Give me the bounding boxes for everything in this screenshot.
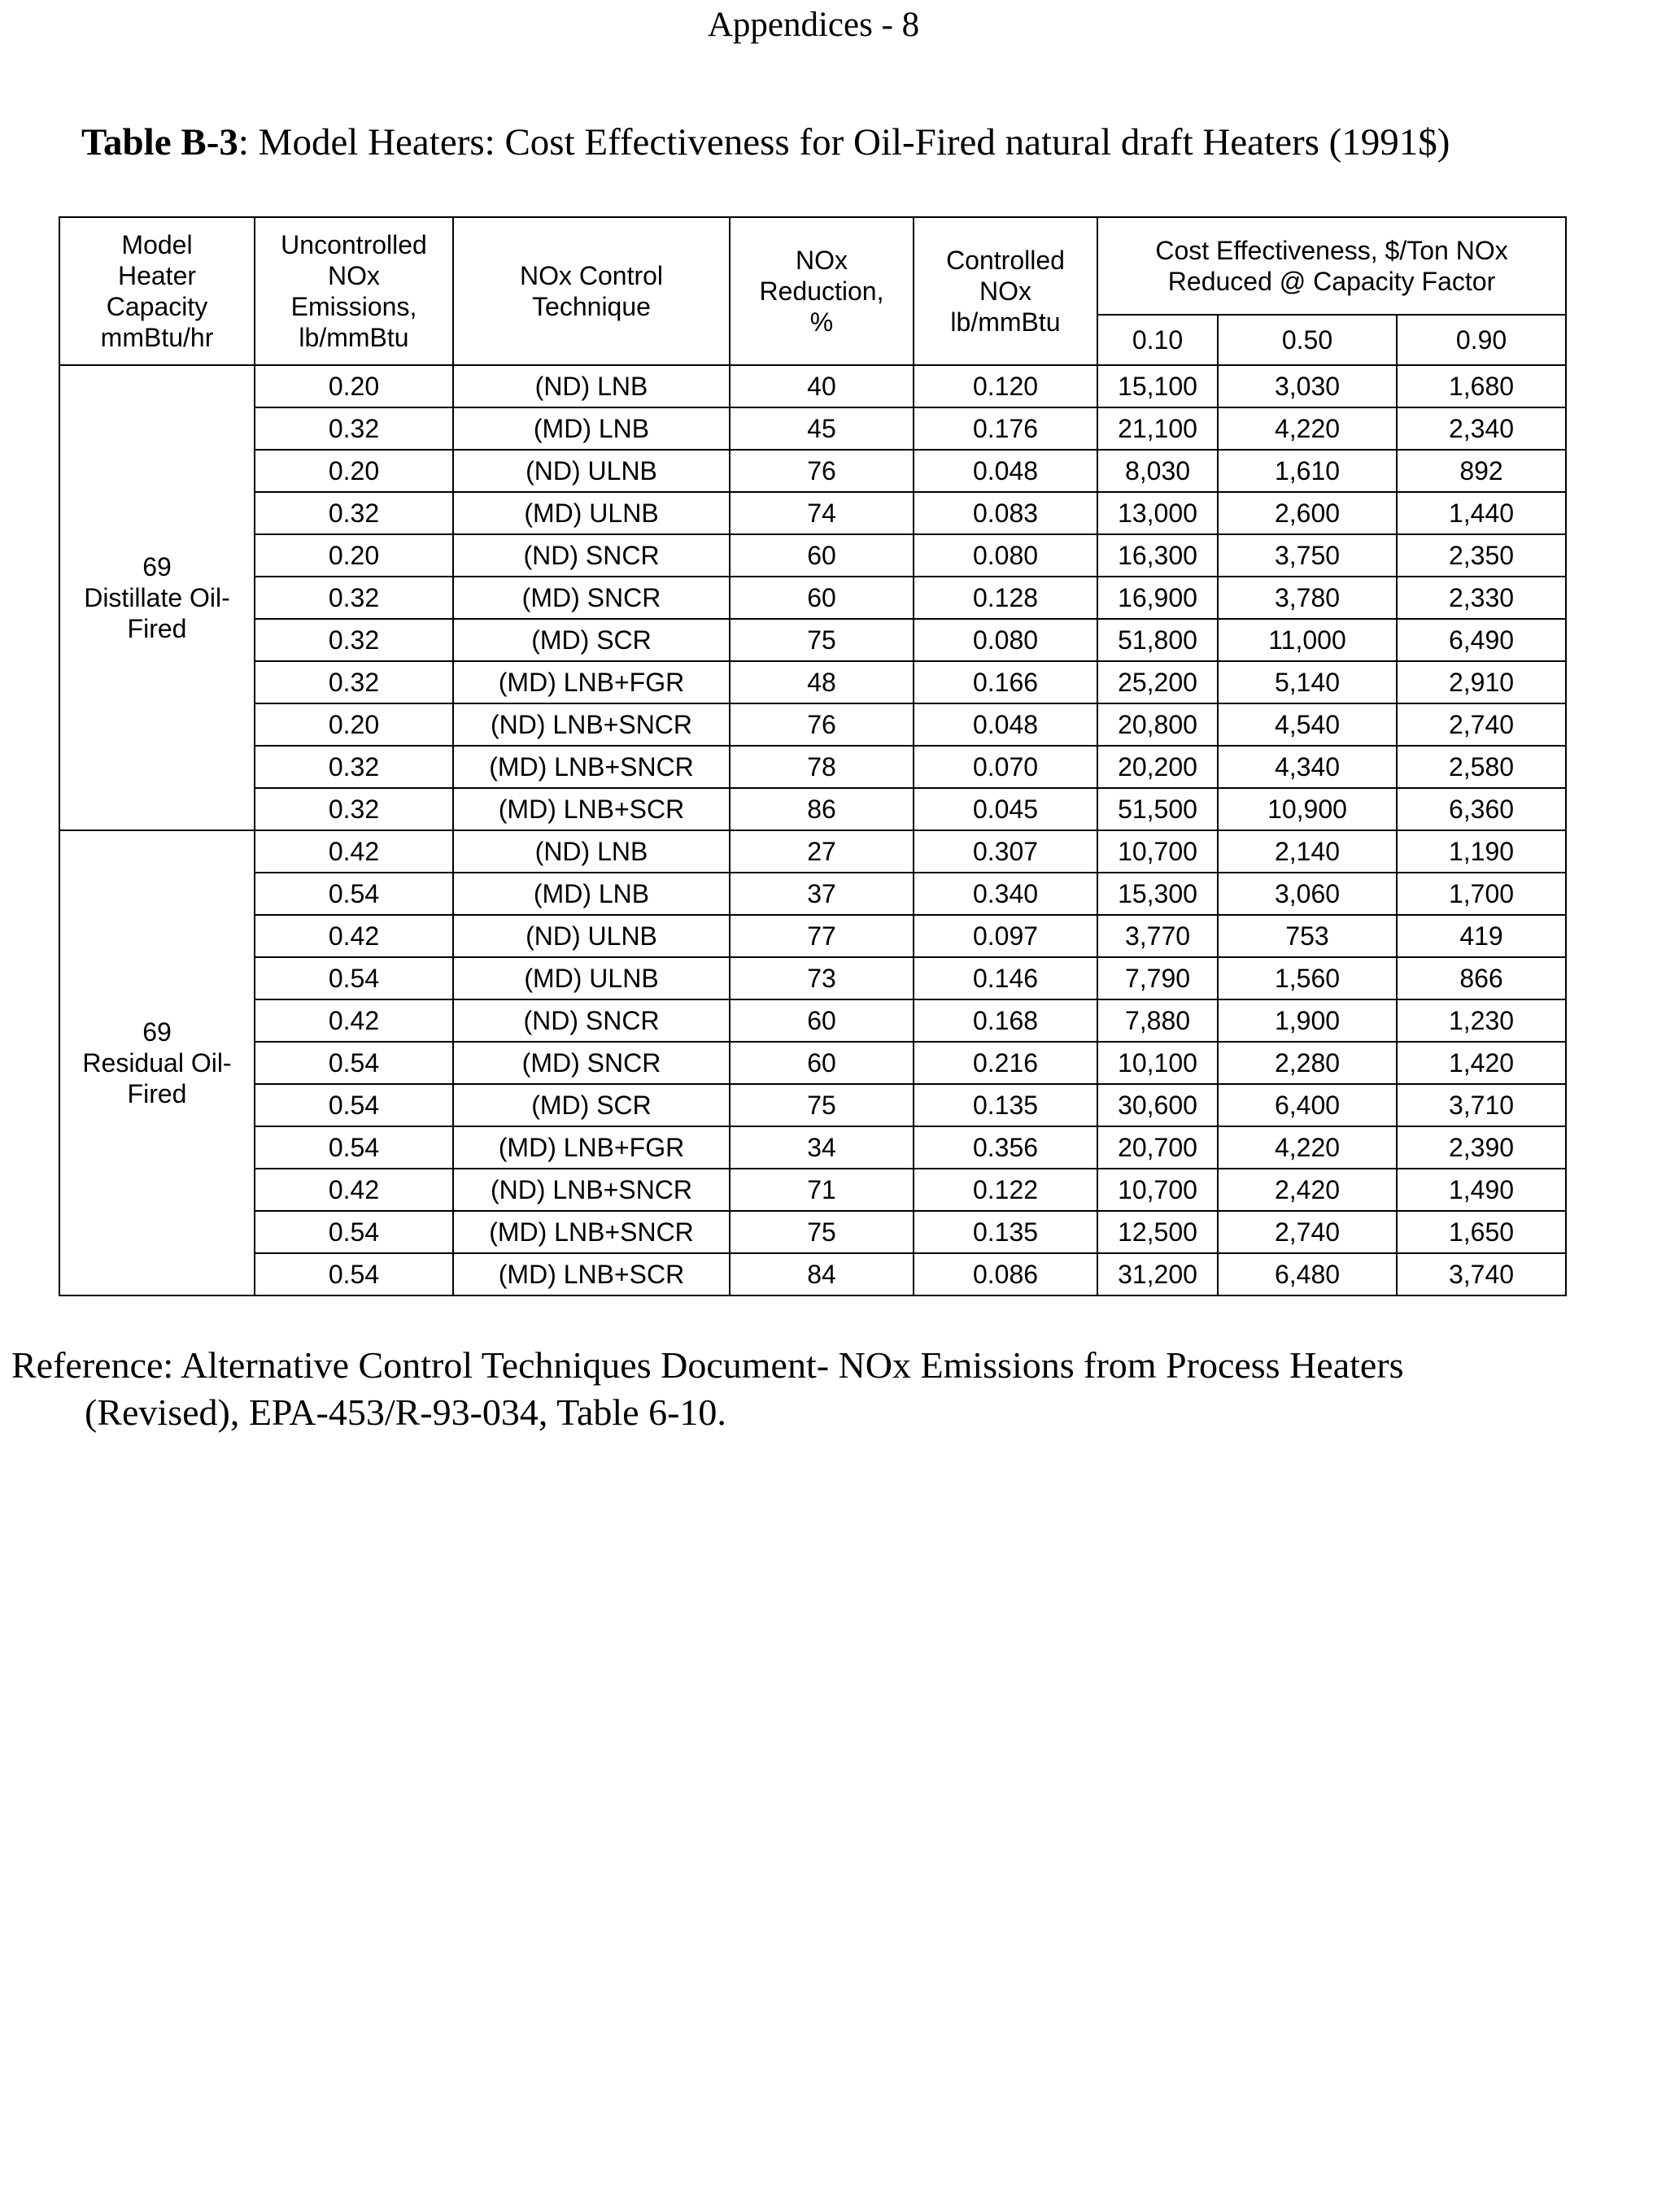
- header-capacity: [59, 217, 255, 365]
- cost-050-cell: 1,560: [1218, 957, 1397, 999]
- cost-090-cell: 6,360: [1397, 788, 1566, 830]
- header-cf-010: 0.10: [1097, 315, 1218, 365]
- controlled-cell: 0.176: [914, 407, 1097, 450]
- table-row: [59, 661, 1566, 703]
- controlled-cell: 0.135: [914, 1084, 1097, 1126]
- cost-010-cell: 51,500: [1097, 788, 1218, 830]
- table-row: [59, 788, 1566, 830]
- cost-010-cell: 25,200: [1097, 661, 1218, 703]
- controlled-cell: 0.097: [914, 915, 1097, 957]
- cost-050-cell: 1,900: [1218, 999, 1397, 1042]
- controlled-cell: 0.146: [914, 957, 1097, 999]
- reduction-cell: 75: [730, 1211, 914, 1253]
- header-capacity-line: Capacity: [106, 292, 208, 321]
- technique-cell: (MD) LNB+SNCR: [453, 1211, 730, 1253]
- cost-010-cell: 10,700: [1097, 1169, 1218, 1211]
- cost-010-cell: 21,100: [1097, 407, 1218, 450]
- technique-cell: (MD) LNB+FGR: [453, 1126, 730, 1169]
- capacity-group-line: Fired: [127, 1079, 187, 1108]
- uncontrolled-cell: 0.54: [255, 873, 453, 915]
- controlled-cell: 0.045: [914, 788, 1097, 830]
- cost-090-cell: 3,740: [1397, 1253, 1566, 1295]
- controlled-cell: 0.128: [914, 577, 1097, 619]
- table-row: [59, 999, 1566, 1042]
- capacity-group-cell: [59, 365, 255, 830]
- cost-090-cell: 2,330: [1397, 577, 1566, 619]
- header-reduction: [730, 217, 914, 365]
- header-cost-line: Cost Effectiveness, $/Ton NOx: [1155, 236, 1508, 265]
- table-row: [59, 577, 1566, 619]
- cost-090-cell: 3,710: [1397, 1084, 1566, 1126]
- cost-090-cell: 1,440: [1397, 492, 1566, 534]
- technique-cell: (ND) ULNB: [453, 450, 730, 492]
- cost-090-cell: 2,740: [1397, 703, 1566, 746]
- uncontrolled-cell: 0.42: [255, 830, 453, 873]
- table-row: [59, 1169, 1566, 1211]
- header-controlled: [914, 217, 1097, 365]
- cost-010-cell: 20,200: [1097, 746, 1218, 788]
- uncontrolled-cell: 0.54: [255, 1126, 453, 1169]
- uncontrolled-cell: 0.54: [255, 957, 453, 999]
- controlled-cell: 0.080: [914, 534, 1097, 577]
- technique-cell: (MD) LNB: [453, 873, 730, 915]
- header-reduction-line: Reduction,: [759, 276, 884, 306]
- header-technique-line: Technique: [532, 292, 651, 321]
- header-uncontrolled-line: NOx: [328, 261, 380, 290]
- uncontrolled-cell: 0.32: [255, 746, 453, 788]
- cost-050-cell: 4,220: [1218, 1126, 1397, 1169]
- technique-cell: (ND) LNB: [453, 830, 730, 873]
- reduction-cell: 78: [730, 746, 914, 788]
- technique-cell: (ND) LNB+SNCR: [453, 1169, 730, 1211]
- controlled-cell: 0.070: [914, 746, 1097, 788]
- controlled-cell: 0.048: [914, 703, 1097, 746]
- cost-090-cell: 419: [1397, 915, 1566, 957]
- technique-cell: (ND) LNB+SNCR: [453, 703, 730, 746]
- capacity-group-line: Distillate Oil-: [84, 583, 230, 612]
- cost-050-cell: 4,220: [1218, 407, 1397, 450]
- cost-010-cell: 15,100: [1097, 365, 1218, 407]
- cost-090-cell: 1,700: [1397, 873, 1566, 915]
- cost-050-cell: 2,280: [1218, 1042, 1397, 1084]
- header-technique: [453, 217, 730, 365]
- reduction-cell: 37: [730, 873, 914, 915]
- table-row: [59, 957, 1566, 999]
- reduction-cell: 76: [730, 703, 914, 746]
- technique-cell: (MD) LNB+FGR: [453, 661, 730, 703]
- cost-050-cell: 11,000: [1218, 619, 1397, 661]
- uncontrolled-cell: 0.20: [255, 703, 453, 746]
- table-title-text: : Model Heaters: Cost Effectiveness for Oil-Fired natural draft Heaters (1991$): [238, 121, 1450, 163]
- cost-050-cell: 753: [1218, 915, 1397, 957]
- cost-010-cell: 7,790: [1097, 957, 1218, 999]
- controlled-cell: 0.135: [914, 1211, 1097, 1253]
- cost-010-cell: 31,200: [1097, 1253, 1218, 1295]
- technique-cell: (ND) LNB: [453, 365, 730, 407]
- header-cf-090: 0.90: [1397, 315, 1566, 365]
- table-row: [59, 492, 1566, 534]
- reduction-cell: 86: [730, 788, 914, 830]
- capacity-group-cell: [59, 830, 255, 1295]
- cost-050-cell: 2,420: [1218, 1169, 1397, 1211]
- cost-050-cell: 3,780: [1218, 577, 1397, 619]
- header-capacity-line: mmBtu/hr: [100, 323, 214, 352]
- technique-cell: (MD) SCR: [453, 1084, 730, 1126]
- cost-090-cell: 1,490: [1397, 1169, 1566, 1211]
- header-controlled-line: lb/mmBtu: [950, 307, 1061, 337]
- reduction-cell: 71: [730, 1169, 914, 1211]
- header-uncontrolled-line: lb/mmBtu: [299, 323, 409, 352]
- reference-line-2: (Revised), EPA-453/R-93-034, Table 6-10.: [85, 1391, 726, 1433]
- cost-050-cell: 4,540: [1218, 703, 1397, 746]
- table-row: [59, 1084, 1566, 1126]
- cost-050-cell: 6,480: [1218, 1253, 1397, 1295]
- reduction-cell: 75: [730, 619, 914, 661]
- header-controlled-line: NOx: [979, 276, 1031, 306]
- cost-090-cell: 2,580: [1397, 746, 1566, 788]
- cost-050-cell: 6,400: [1218, 1084, 1397, 1126]
- header-technique-line: NOx Control: [519, 261, 664, 290]
- reference-line-1: Reference: Alternative Control Techniques Document- NOx Emissions from Process Heaters: [11, 1344, 1404, 1386]
- technique-cell: (ND) ULNB: [453, 915, 730, 957]
- table-row: [59, 534, 1566, 577]
- uncontrolled-cell: 0.54: [255, 1042, 453, 1084]
- uncontrolled-cell: 0.42: [255, 915, 453, 957]
- technique-cell: (MD) ULNB: [453, 492, 730, 534]
- cost-010-cell: 10,100: [1097, 1042, 1218, 1084]
- controlled-cell: 0.356: [914, 1126, 1097, 1169]
- cost-090-cell: 2,350: [1397, 534, 1566, 577]
- table-row: [59, 703, 1566, 746]
- cost-010-cell: 20,700: [1097, 1126, 1218, 1169]
- cost-090-cell: 1,190: [1397, 830, 1566, 873]
- table-row: [59, 450, 1566, 492]
- cost-010-cell: 30,600: [1097, 1084, 1218, 1126]
- cost-090-cell: 1,680: [1397, 365, 1566, 407]
- capacity-group-line: 69: [142, 1017, 172, 1047]
- uncontrolled-cell: 0.42: [255, 1169, 453, 1211]
- technique-cell: (MD) SCR: [453, 619, 730, 661]
- cost-090-cell: 1,650: [1397, 1211, 1566, 1253]
- technique-cell: (ND) SNCR: [453, 999, 730, 1042]
- technique-cell: (MD) SNCR: [453, 1042, 730, 1084]
- header-reduction-line: %: [809, 307, 834, 337]
- reduction-cell: 40: [730, 365, 914, 407]
- capacity-group-line: Fired: [127, 614, 187, 643]
- cost-090-cell: 2,390: [1397, 1126, 1566, 1169]
- cost-010-cell: 16,900: [1097, 577, 1218, 619]
- uncontrolled-cell: 0.54: [255, 1253, 453, 1295]
- cost-050-cell: 5,140: [1218, 661, 1397, 703]
- cost-010-cell: 12,500: [1097, 1211, 1218, 1253]
- table-row: [59, 1253, 1566, 1295]
- header-uncontrolled-line: Uncontrolled: [281, 230, 427, 259]
- technique-cell: (MD) LNB+SCR: [453, 1253, 730, 1295]
- table-row: [59, 1211, 1566, 1253]
- cost-050-cell: 2,600: [1218, 492, 1397, 534]
- cost-090-cell: 866: [1397, 957, 1566, 999]
- technique-cell: (MD) SNCR: [453, 577, 730, 619]
- cost-050-cell: 1,610: [1218, 450, 1397, 492]
- uncontrolled-cell: 0.32: [255, 577, 453, 619]
- cost-090-cell: 892: [1397, 450, 1566, 492]
- header-uncontrolled: [255, 217, 453, 365]
- reduction-cell: 74: [730, 492, 914, 534]
- reduction-cell: 76: [730, 450, 914, 492]
- cost-050-cell: 4,340: [1218, 746, 1397, 788]
- cost-010-cell: 3,770: [1097, 915, 1218, 957]
- controlled-cell: 0.048: [914, 450, 1097, 492]
- header-reduction-line: NOx: [796, 246, 848, 275]
- header-capacity-line: Heater: [117, 261, 197, 290]
- controlled-cell: 0.120: [914, 365, 1097, 407]
- cost-050-cell: 10,900: [1218, 788, 1397, 830]
- controlled-cell: 0.086: [914, 1253, 1097, 1295]
- table-row: [59, 365, 1566, 407]
- technique-cell: (ND) SNCR: [453, 534, 730, 577]
- reduction-cell: 60: [730, 577, 914, 619]
- header-uncontrolled-line: Emissions,: [290, 292, 417, 321]
- uncontrolled-cell: 0.20: [255, 365, 453, 407]
- table-title: [81, 120, 1450, 164]
- controlled-cell: 0.080: [914, 619, 1097, 661]
- cost-090-cell: 2,340: [1397, 407, 1566, 450]
- controlled-cell: 0.083: [914, 492, 1097, 534]
- header-capacity-line: Model: [121, 230, 193, 259]
- table-row: [59, 407, 1566, 450]
- controlled-cell: 0.168: [914, 999, 1097, 1042]
- reduction-cell: 27: [730, 830, 914, 873]
- cost-090-cell: 6,490: [1397, 619, 1566, 661]
- header-cf-050: 0.50: [1218, 315, 1397, 365]
- reduction-cell: 77: [730, 915, 914, 957]
- reference-note: [11, 1342, 1638, 1436]
- header-cost-effectiveness: [1097, 217, 1566, 315]
- cost-050-cell: 2,740: [1218, 1211, 1397, 1253]
- cost-010-cell: 10,700: [1097, 830, 1218, 873]
- cost-effectiveness-table: [59, 216, 1567, 1296]
- reduction-cell: 84: [730, 1253, 914, 1295]
- reduction-cell: 73: [730, 957, 914, 999]
- controlled-cell: 0.307: [914, 830, 1097, 873]
- cost-050-cell: 2,140: [1218, 830, 1397, 873]
- reduction-cell: 45: [730, 407, 914, 450]
- table-row: [59, 1126, 1566, 1169]
- uncontrolled-cell: 0.54: [255, 1084, 453, 1126]
- reduction-cell: 60: [730, 999, 914, 1042]
- cost-050-cell: 3,060: [1218, 873, 1397, 915]
- uncontrolled-cell: 0.32: [255, 407, 453, 450]
- cost-010-cell: 8,030: [1097, 450, 1218, 492]
- technique-cell: (MD) LNB+SNCR: [453, 746, 730, 788]
- cost-050-cell: 3,030: [1218, 365, 1397, 407]
- reduction-cell: 48: [730, 661, 914, 703]
- controlled-cell: 0.166: [914, 661, 1097, 703]
- uncontrolled-cell: 0.20: [255, 534, 453, 577]
- cost-090-cell: 1,230: [1397, 999, 1566, 1042]
- cost-010-cell: 13,000: [1097, 492, 1218, 534]
- uncontrolled-cell: 0.20: [255, 450, 453, 492]
- cost-090-cell: 2,910: [1397, 661, 1566, 703]
- capacity-group-line: 69: [142, 552, 172, 581]
- cost-090-cell: 1,420: [1397, 1042, 1566, 1084]
- table-row: [59, 746, 1566, 788]
- uncontrolled-cell: 0.32: [255, 661, 453, 703]
- page-header: Appendices - 8: [707, 6, 920, 44]
- technique-cell: (MD) LNB+SCR: [453, 788, 730, 830]
- cost-010-cell: 15,300: [1097, 873, 1218, 915]
- uncontrolled-cell: 0.32: [255, 492, 453, 534]
- table-row: [59, 915, 1566, 957]
- header-cost-line: Reduced @ Capacity Factor: [1167, 267, 1496, 296]
- cost-010-cell: 16,300: [1097, 534, 1218, 577]
- controlled-cell: 0.340: [914, 873, 1097, 915]
- table-body: [59, 365, 1566, 1295]
- technique-cell: (MD) ULNB: [453, 957, 730, 999]
- cost-010-cell: 51,800: [1097, 619, 1218, 661]
- table-row: [59, 1042, 1566, 1084]
- cost-010-cell: 20,800: [1097, 703, 1218, 746]
- uncontrolled-cell: 0.54: [255, 1211, 453, 1253]
- table-row: [59, 619, 1566, 661]
- header-controlled-line: Controlled: [946, 246, 1065, 275]
- technique-cell: (MD) LNB: [453, 407, 730, 450]
- reduction-cell: 75: [730, 1084, 914, 1126]
- table-title-label: Table B-3: [81, 121, 238, 163]
- reduction-cell: 60: [730, 1042, 914, 1084]
- cost-050-cell: 3,750: [1218, 534, 1397, 577]
- reduction-cell: 60: [730, 534, 914, 577]
- controlled-cell: 0.122: [914, 1169, 1097, 1211]
- capacity-group-line: Residual Oil-: [82, 1048, 232, 1078]
- uncontrolled-cell: 0.42: [255, 999, 453, 1042]
- reduction-cell: 34: [730, 1126, 914, 1169]
- uncontrolled-cell: 0.32: [255, 788, 453, 830]
- table-row: [59, 830, 1566, 873]
- uncontrolled-cell: 0.32: [255, 619, 453, 661]
- cost-010-cell: 7,880: [1097, 999, 1218, 1042]
- controlled-cell: 0.216: [914, 1042, 1097, 1084]
- table-row: [59, 873, 1566, 915]
